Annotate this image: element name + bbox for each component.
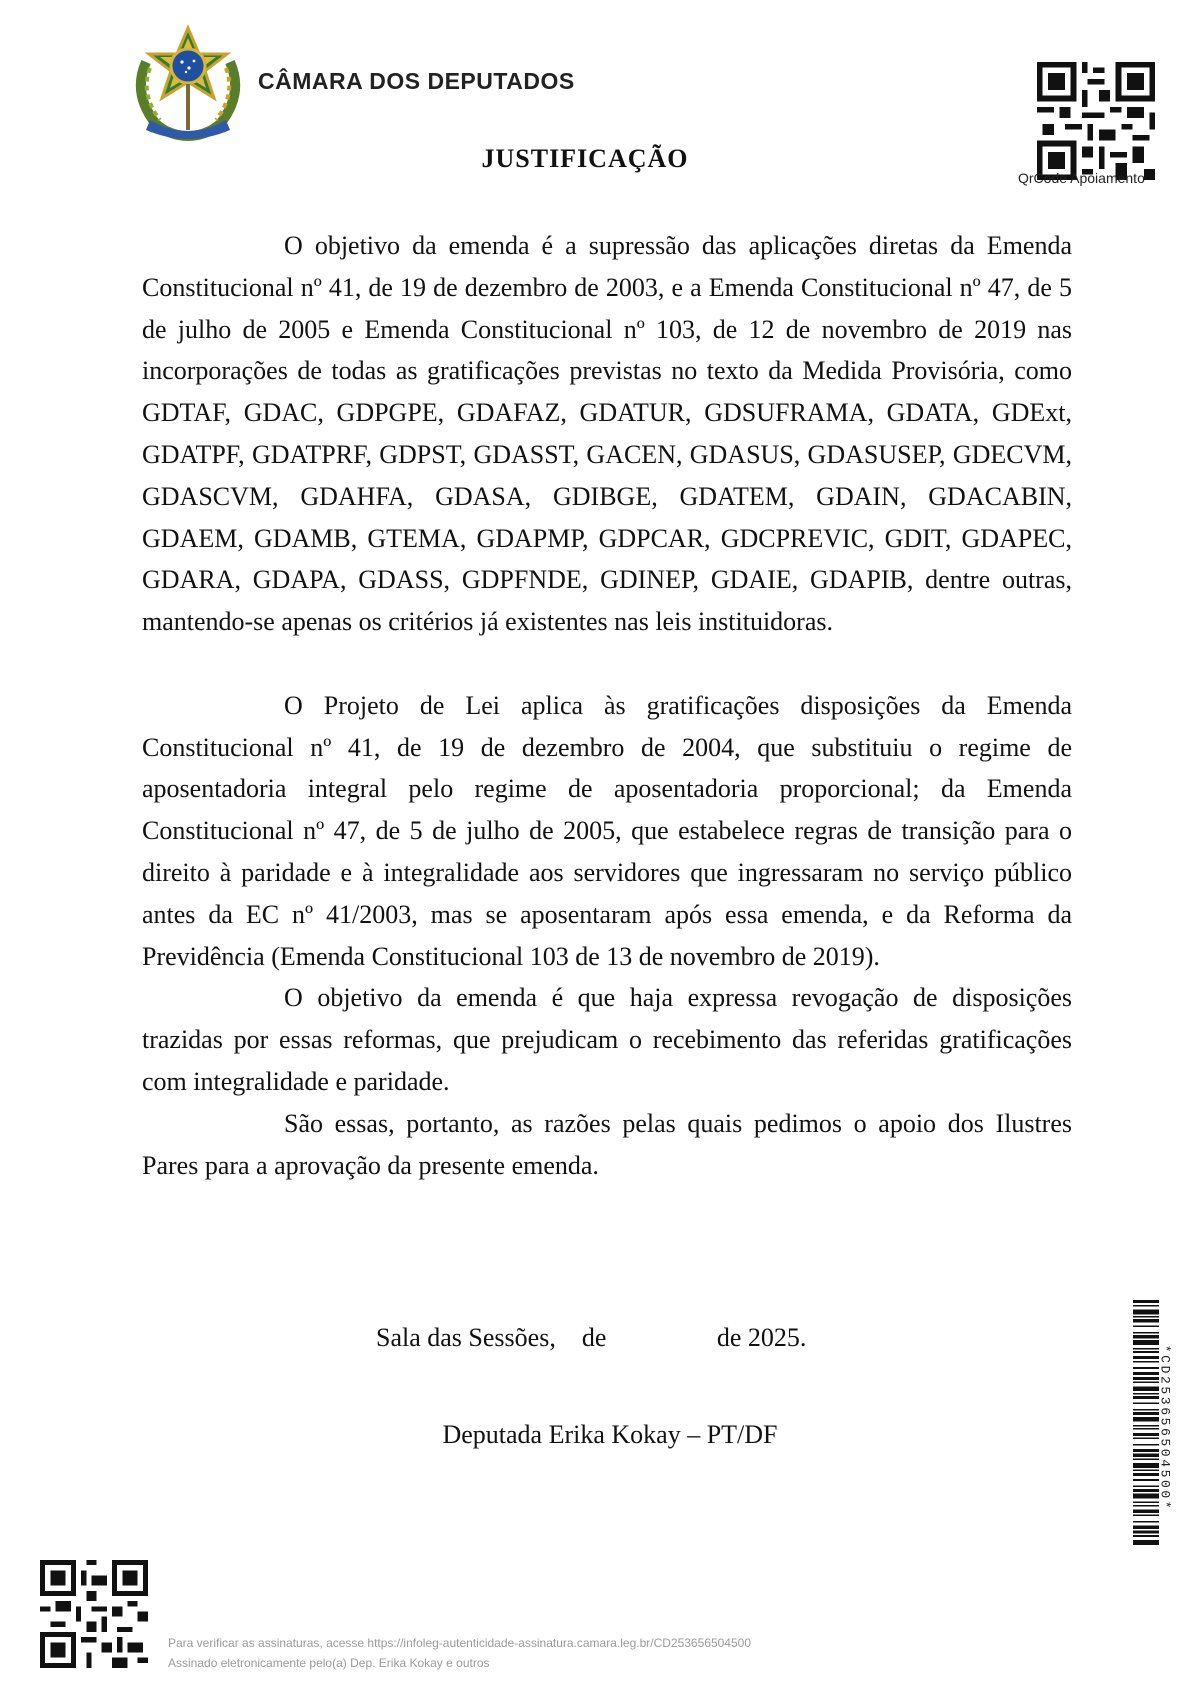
brazil-coat-of-arms-icon [126, 24, 250, 142]
session-date-line: Sala das Sessões, de de 2025. [376, 1323, 807, 1352]
document-body [142, 225, 1072, 1186]
paragraph-2: O Projeto de Lei aplica às gratificações disposições da Emenda Constitucional nº 41, de 19 de dezembro de 2004, que substituiu o regime de aposentadoria integral pelo regime de aposentadoria proporcional; da Emenda Constitucional nº 47, de 5 de julho de 2005, que estabelece regras de transição para o direito à paridade e à integralidade aos servidores que ingressaram no serviço público antes da EC nº 41/2003, mas se aposentaram após essa emenda, e da Reforma da Previdência (Emenda Constitucional 103 de 13 de novembro de 2019). [142, 690, 1072, 971]
institution-title: CÂMARA DOS DEPUTADOS [258, 68, 575, 94]
paragraph-3: O objetivo da emenda é que haja expressa revogação de disposições trazidas por essas reformas, que prejudicam o recebimento das referidas gratificações com integralidade e paridade. [142, 983, 1072, 1096]
signature-line: Deputada Erika Kokay – PT/DF [442, 1420, 778, 1449]
signed-by-text: Assinado eletronicamente pelo(a) Dep. Erika Kokay e outros [168, 1656, 490, 1670]
paragraph-4: São essas, portanto, as razões pelas quais pedimos o apoio dos Ilustres Pares para a aprovação da presente emenda. [142, 1108, 1072, 1180]
qr-code-verification-icon[interactable] [40, 1560, 148, 1668]
barcode-code: *CD253656504500* [1157, 1344, 1173, 1512]
paragraph-1: O objetivo da emenda é a supressão das aplicações diretas da Emenda Constitucional nº 41, de 19 de dezembro de 2003, e a Emenda Constitucional nº 47, de 5 de julho de 2005 e Emenda Constitucional nº 103, de 12 de novembro de 2019 nas incorporações de todas as gratificações previstas no texto da Medida Provisória, como GDTAF, GDAC, GDPGPE, GDAFAZ, GDATUR, GDSUFRAMA, GDATA, GDExt, GDATPF, GDATPRF, GDPST, GDASST, GACEN, GDASUS, GDASUSEP, GDECVM, GDASCVM, GDAHFA, GDASA, GDIBGE, GDATEM, GDAIN, GDACABIN, GDAEM, GDAMB, GTEMA, GDAPMP, GDPCAR, GDCPREVIC, GDIT, GDAPEC, GDARA, GDAPA, GDASS, GDPFNDE, GDINEP, GDAIE, GDAPIB, dentre outras, mantendo-se apenas os critérios já existentes nas leis instituidoras. [142, 231, 1072, 637]
qr-code-caption: QrCode Apoiamento [1018, 170, 1145, 186]
footer-verification [168, 1633, 751, 1673]
document-heading: JUSTIFICAÇÃO [481, 144, 689, 173]
verification-link[interactable]: Para verificar as assinaturas, acesse https://infoleg-autenticidade-assinatura.camara.leg.br/CD253656504500 [168, 1636, 751, 1650]
